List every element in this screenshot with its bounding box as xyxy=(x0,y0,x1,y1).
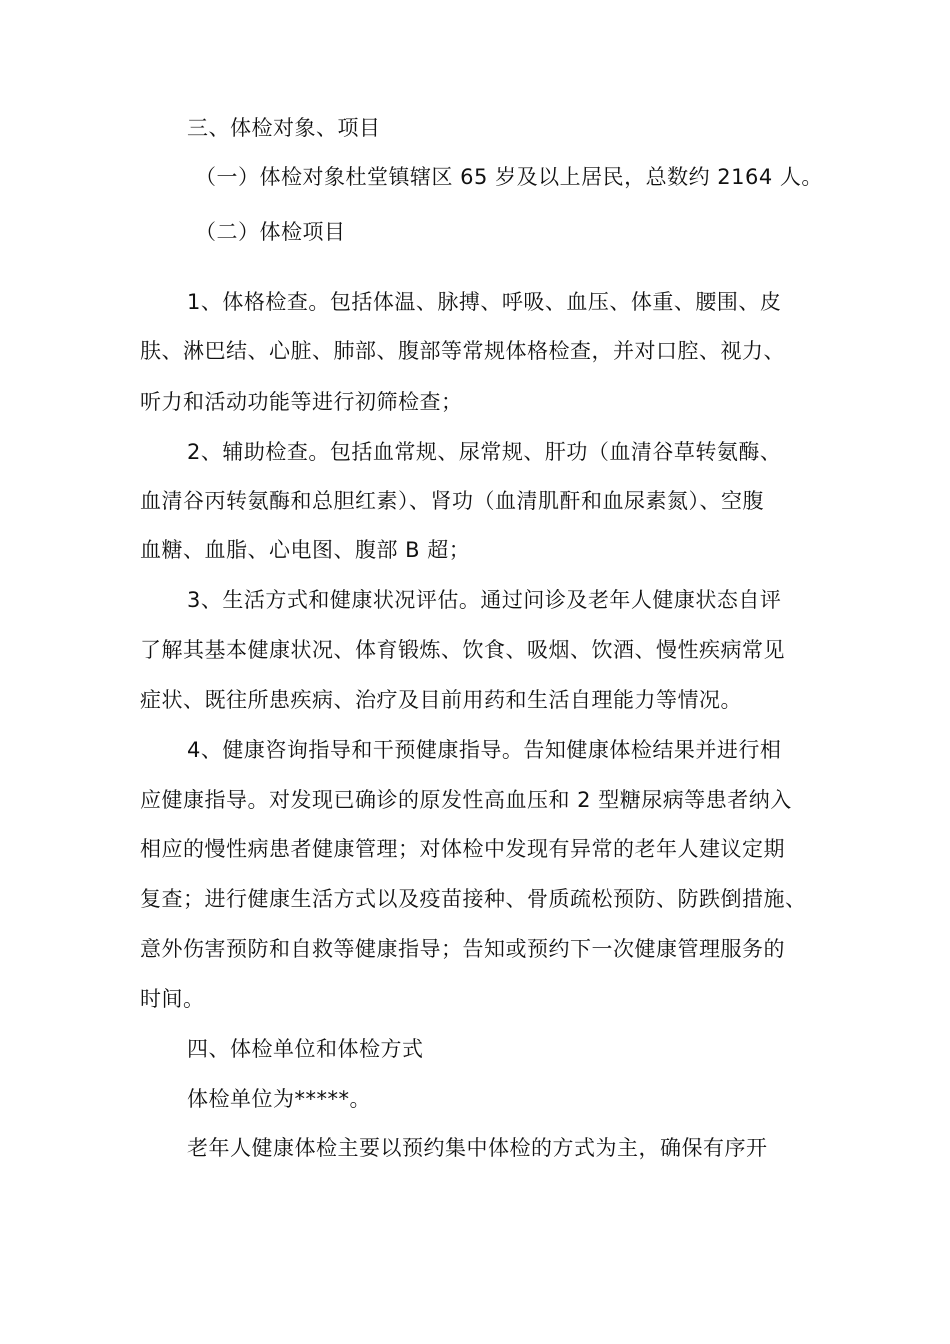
section-four-heading: 四、体检单位和体检方式 xyxy=(187,1037,424,1061)
section-three-heading: 三、体检对象、项目 xyxy=(187,116,381,140)
item4-line-4: 复查；进行健康生活方式以及疫苗接种、骨质疏松预防、防跌倒措施、 xyxy=(140,887,807,911)
item4-line-6: 时间。 xyxy=(140,987,205,1011)
method-line: 老年人健康体检主要以预约集中体检的方式为主，确保有序开 xyxy=(187,1136,768,1160)
item3-line-2: 了解其基本健康状况、体育锻炼、饮食、吸烟、饮酒、慢性疾病常见 xyxy=(140,638,785,662)
item4-line-5: 意外伤害预防和自救等健康指导；告知或预约下一次健康管理服务的 xyxy=(140,937,785,961)
item4-line-1: 4、健康咨询指导和干预健康指导。告知健康体检结果并进行相 xyxy=(187,738,782,762)
subsection-one-text: （一）体检对象杜堂镇辖区 65 岁及以上居民，总数约 2164 人。 xyxy=(195,165,823,189)
item2-line-3: 血糖、血脂、心电图、腹部 B 超； xyxy=(140,538,471,562)
item1-line-1: 1、体格检查。包括体温、脉搏、呼吸、血压、体重、腰围、皮 xyxy=(187,290,782,314)
item1-line-3: 听力和活动功能等进行初筛检查； xyxy=(140,390,463,414)
subsection-two-heading: （二）体检项目 xyxy=(195,220,346,244)
item1-line-2: 肤、淋巴结、心脏、肺部、腹部等常规体格检查，并对口腔、视力、 xyxy=(140,339,785,363)
item3-line-3: 症状、既往所患疾病、治疗及目前用药和生活自理能力等情况。 xyxy=(140,688,742,712)
item3-line-1: 3、生活方式和健康状况评估。通过问诊及老年人健康状态自评 xyxy=(187,588,782,612)
unit-line: 体检单位为*****。 xyxy=(187,1087,371,1111)
item4-line-2: 应健康指导。对发现已确诊的原发性高血压和 2 型糖尿病等患者纳入 xyxy=(140,788,792,812)
item2-line-2: 血清谷丙转氨酶和总胆红素）、肾功（血清肌酐和血尿素氮）、空腹 xyxy=(140,489,764,513)
item2-line-1: 2、辅助检查。包括血常规、尿常规、肝功（血清谷草转氨酶、 xyxy=(187,440,782,464)
item4-line-3: 相应的慢性病患者健康管理；对体检中发现有异常的老年人建议定期 xyxy=(140,837,785,861)
